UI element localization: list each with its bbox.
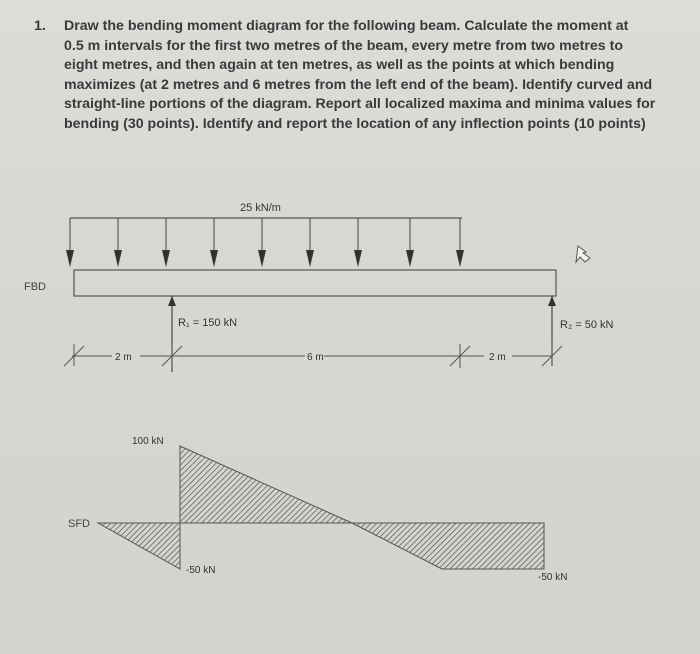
load-arrow-head xyxy=(456,250,464,267)
sfd-value-bottom-2: -50 kN xyxy=(538,572,568,583)
load-arrow-head xyxy=(162,250,170,267)
question-number: 1. xyxy=(34,18,46,34)
dimension-left-label: 2 m xyxy=(115,352,132,363)
load-arrows xyxy=(66,218,464,267)
shear-force-diagram xyxy=(68,436,567,583)
question-line: bending (30 points). Identify and report the location of any inflection points (10 points) xyxy=(64,115,646,132)
reaction-1-label: R₁ = 150 kN xyxy=(178,317,238,329)
load-arrow-head xyxy=(258,250,266,267)
load-arrow-head xyxy=(406,250,414,267)
free-body-diagram xyxy=(24,202,614,372)
load-arrow-head xyxy=(210,250,218,267)
question-line: eight metres, and then again at ten metres, as well as the points at which bending xyxy=(64,57,615,73)
pointer-cursor-icon xyxy=(576,246,590,262)
sfd-value-top: 100 kN xyxy=(132,436,164,447)
sfd-region-negative xyxy=(352,523,544,569)
dimension-middle-label: 6 m xyxy=(307,352,324,363)
sfd-label: SFD xyxy=(68,518,90,530)
question-line: straight-line portions of the diagram. Report all localized maxima and minima values for xyxy=(64,96,656,112)
sfd-region-positive xyxy=(180,446,352,523)
load-arrow-head xyxy=(354,250,362,267)
sfd-value-bottom-1: -50 kN xyxy=(186,565,216,576)
reaction-2-label: R₂ = 50 kN xyxy=(560,319,614,331)
load-label: 25 kN/m xyxy=(240,202,281,214)
question-line: Draw the bending moment diagram for the following beam. Calculate the moment at xyxy=(64,18,629,34)
load-arrow-head xyxy=(114,250,122,267)
dimension-right-label: 2 m xyxy=(489,352,506,363)
question-line: 0.5 m intervals for the first two metres of the beam, every metre from two metres to xyxy=(64,37,623,54)
beam xyxy=(74,270,556,296)
question-line: maximizes (at 2 metres and 6 metres from the left end of the beam). Identify curved and xyxy=(64,76,653,93)
load-arrow-head xyxy=(66,250,74,267)
sfd-region-left xyxy=(98,523,180,569)
fbd-label: FBD xyxy=(24,281,46,293)
load-arrow-head xyxy=(306,250,314,267)
